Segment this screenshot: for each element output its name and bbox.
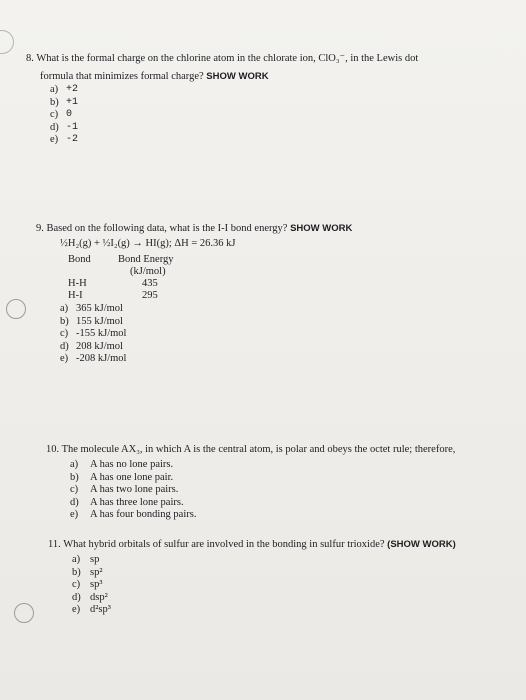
question-9-option-b[interactable]: b) 155 kJ/mol: [60, 315, 123, 327]
bond-hh-energy: 435: [142, 278, 158, 289]
question-8-options: [26, 84, 418, 147]
question-8-stem: [26, 52, 418, 66]
question-10-option-b[interactable]: b) A has one lone pair.: [70, 471, 174, 483]
question-10-option-e[interactable]: e) A has four bonding pairs.: [70, 509, 197, 520]
question-10-option-d[interactable]: d) A has three lone pairs.: [70, 496, 184, 508]
question-11-show-work: (SHOW WORK): [387, 539, 456, 550]
question-9-show-work: SHOW WORK: [290, 223, 353, 234]
question-11-option-c[interactable]: c) sp³: [72, 579, 103, 590]
question-8-option-c[interactable]: c) 0: [50, 109, 73, 120]
bond-hh: H-H: [68, 278, 87, 289]
table-row: [68, 290, 198, 302]
bond-energy-table: [68, 254, 198, 302]
question-11-option-e[interactable]: e) d²sp³: [72, 604, 111, 615]
question-9-equation: ½H₂(g) + ½I₂(g) → HI(g); ΔH = 26.36 kJ: [60, 238, 236, 249]
question-10-option-c[interactable]: c) A has two lone pairs.: [70, 484, 179, 495]
question-11-number: 11.: [48, 539, 61, 550]
question-11-line1: What hybrid orbitals of sulfur are involved in the bonding in sulfur trioxide?: [63, 539, 385, 550]
bond-hi: H-I: [68, 290, 83, 301]
question-11-stem: [48, 538, 456, 552]
question-10-stem: [46, 443, 455, 457]
question-11-option-b[interactable]: b) sp²: [72, 566, 103, 578]
bond-header: Bond: [68, 254, 91, 265]
question-8-option-b[interactable]: b) +1: [50, 96, 79, 108]
question-8-option-a[interactable]: a) +2: [50, 84, 79, 95]
question-9-line1: Based on the following data, what is the I-I bond energy?: [46, 223, 288, 234]
bond-hi-energy: 295: [142, 290, 158, 301]
question-8: [26, 52, 418, 147]
page-edge-arc: [0, 30, 14, 54]
question-8-option-d[interactable]: d) -1: [50, 121, 79, 133]
question-9-option-c[interactable]: c) -155 kJ/mol: [60, 328, 127, 339]
question-9-option-a[interactable]: a) 365 kJ/mol: [60, 303, 123, 314]
question-10-option-a[interactable]: a) A has no lone pairs.: [70, 459, 174, 470]
answer-circle-q11[interactable]: [14, 603, 34, 623]
question-10-line1: The molecule AX₃, in which A is the central atom, is polar and obeys the octet rule; therefore,: [61, 444, 456, 455]
question-8-option-e[interactable]: e) -2: [50, 134, 79, 145]
question-9-number: 9.: [36, 223, 44, 234]
question-8-number: 8.: [26, 53, 34, 64]
question-10-number: 10.: [46, 444, 60, 455]
question-11: [48, 538, 456, 617]
table-row: [68, 278, 198, 290]
question-8-stem-line2: [26, 70, 418, 84]
question-9-option-d[interactable]: d) 208 kJ/mol: [60, 340, 123, 352]
question-9-stem: [36, 222, 352, 236]
question-9: [36, 222, 352, 366]
question-11-option-d[interactable]: d) dsp²: [72, 591, 108, 603]
question-9-options: [36, 303, 352, 366]
question-11-option-a[interactable]: a) sp: [72, 554, 100, 565]
answer-circle-q9[interactable]: [6, 299, 26, 319]
question-8-line1: What is the formal charge on the chlorine atom in the chlorate ion, ClO₃⁻, in the Lewis dot: [36, 53, 419, 64]
bond-energy-header: Bond Energy: [118, 254, 174, 265]
question-9-option-e[interactable]: e) -208 kJ/mol: [60, 353, 127, 364]
question-10: [46, 443, 455, 522]
question-8-line2: formula that minimizes formal charge?: [40, 71, 204, 82]
question-10-options: [46, 459, 455, 522]
question-11-options: [48, 554, 456, 617]
bond-energy-unit: (kJ/mol): [130, 266, 166, 277]
question-8-show-work: SHOW WORK: [206, 71, 269, 82]
